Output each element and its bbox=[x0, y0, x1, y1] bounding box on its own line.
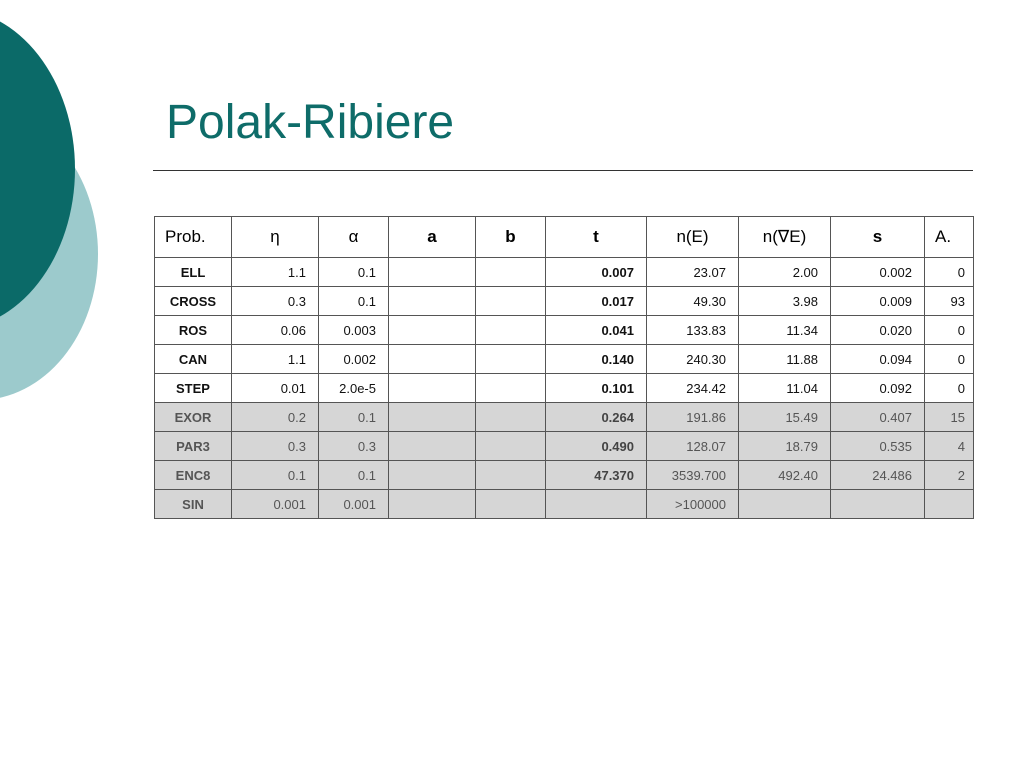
cell-t: 47.370 bbox=[546, 461, 647, 490]
cell-t: 0.490 bbox=[546, 432, 647, 461]
cell-t: 0.140 bbox=[546, 345, 647, 374]
cell-a bbox=[389, 432, 476, 461]
cell-n-grad-e: 492.40 bbox=[739, 461, 831, 490]
cell-s: 0.535 bbox=[831, 432, 925, 461]
cell-a-cap bbox=[925, 490, 974, 519]
cell-prob: ELL bbox=[155, 258, 232, 287]
cell-n-e: 240.30 bbox=[647, 345, 739, 374]
cell-prob: PAR3 bbox=[155, 432, 232, 461]
cell-a bbox=[389, 374, 476, 403]
header-n-grad-e: n(∇E) bbox=[739, 217, 831, 258]
cell-a-cap: 4 bbox=[925, 432, 974, 461]
cell-n-grad-e bbox=[739, 490, 831, 519]
cell-alpha: 0.3 bbox=[319, 432, 389, 461]
header-b: b bbox=[476, 217, 546, 258]
cell-a bbox=[389, 403, 476, 432]
cell-a bbox=[389, 287, 476, 316]
cell-alpha: 0.001 bbox=[319, 490, 389, 519]
cell-t bbox=[546, 490, 647, 519]
cell-alpha: 0.1 bbox=[319, 461, 389, 490]
cell-alpha: 0.1 bbox=[319, 403, 389, 432]
cell-t: 0.101 bbox=[546, 374, 647, 403]
cell-n-e: 3539.700 bbox=[647, 461, 739, 490]
header-s: s bbox=[831, 217, 925, 258]
cell-a-cap: 15 bbox=[925, 403, 974, 432]
cell-b bbox=[476, 490, 546, 519]
cell-eta: 0.2 bbox=[232, 403, 319, 432]
cell-prob: ENC8 bbox=[155, 461, 232, 490]
cell-s: 0.002 bbox=[831, 258, 925, 287]
table-row bbox=[155, 345, 974, 374]
cell-a bbox=[389, 258, 476, 287]
cell-s: 24.486 bbox=[831, 461, 925, 490]
table-row bbox=[155, 403, 974, 432]
cell-eta: 0.001 bbox=[232, 490, 319, 519]
table-row bbox=[155, 432, 974, 461]
cell-n-e: 133.83 bbox=[647, 316, 739, 345]
cell-a-cap: 0 bbox=[925, 345, 974, 374]
cell-eta: 0.01 bbox=[232, 374, 319, 403]
cell-alpha: 0.1 bbox=[319, 287, 389, 316]
cell-s: 0.009 bbox=[831, 287, 925, 316]
cell-b bbox=[476, 461, 546, 490]
cell-alpha: 0.003 bbox=[319, 316, 389, 345]
header-t: t bbox=[546, 217, 647, 258]
cell-a bbox=[389, 316, 476, 345]
table-row bbox=[155, 461, 974, 490]
table-row bbox=[155, 258, 974, 287]
cell-t: 0.007 bbox=[546, 258, 647, 287]
cell-n-e: 49.30 bbox=[647, 287, 739, 316]
header-a-cap: A. bbox=[925, 217, 974, 258]
cell-prob: CROSS bbox=[155, 287, 232, 316]
cell-n-grad-e: 11.88 bbox=[739, 345, 831, 374]
cell-n-grad-e: 15.49 bbox=[739, 403, 831, 432]
cell-a-cap: 2 bbox=[925, 461, 974, 490]
cell-s: 0.407 bbox=[831, 403, 925, 432]
cell-n-e: 234.42 bbox=[647, 374, 739, 403]
cell-prob: CAN bbox=[155, 345, 232, 374]
cell-b bbox=[476, 258, 546, 287]
cell-b bbox=[476, 403, 546, 432]
cell-a bbox=[389, 345, 476, 374]
cell-a bbox=[389, 490, 476, 519]
title-underline bbox=[153, 170, 973, 171]
cell-n-grad-e: 18.79 bbox=[739, 432, 831, 461]
cell-s: 0.092 bbox=[831, 374, 925, 403]
cell-alpha: 0.002 bbox=[319, 345, 389, 374]
cell-s: 0.020 bbox=[831, 316, 925, 345]
cell-a-cap: 0 bbox=[925, 316, 974, 345]
header-prob: Prob. bbox=[155, 217, 232, 258]
cell-n-grad-e: 2.00 bbox=[739, 258, 831, 287]
results-table bbox=[154, 216, 974, 519]
cell-t: 0.017 bbox=[546, 287, 647, 316]
cell-s bbox=[831, 490, 925, 519]
table-row bbox=[155, 374, 974, 403]
cell-s: 0.094 bbox=[831, 345, 925, 374]
cell-alpha: 0.1 bbox=[319, 258, 389, 287]
cell-prob: STEP bbox=[155, 374, 232, 403]
cell-a bbox=[389, 461, 476, 490]
cell-n-e: 23.07 bbox=[647, 258, 739, 287]
cell-eta: 0.3 bbox=[232, 432, 319, 461]
cell-eta: 0.06 bbox=[232, 316, 319, 345]
cell-n-grad-e: 3.98 bbox=[739, 287, 831, 316]
header-eta: η bbox=[232, 217, 319, 258]
cell-eta: 0.1 bbox=[232, 461, 319, 490]
table-row bbox=[155, 316, 974, 345]
cell-b bbox=[476, 432, 546, 461]
cell-n-e: 191.86 bbox=[647, 403, 739, 432]
cell-a-cap: 0 bbox=[925, 258, 974, 287]
cell-a-cap: 93 bbox=[925, 287, 974, 316]
cell-b bbox=[476, 287, 546, 316]
cell-prob: ROS bbox=[155, 316, 232, 345]
cell-n-grad-e: 11.34 bbox=[739, 316, 831, 345]
table-header-row bbox=[155, 217, 974, 258]
cell-eta: 0.3 bbox=[232, 287, 319, 316]
cell-alpha: 2.0e-5 bbox=[319, 374, 389, 403]
cell-prob: SIN bbox=[155, 490, 232, 519]
cell-t: 0.041 bbox=[546, 316, 647, 345]
cell-prob: EXOR bbox=[155, 403, 232, 432]
cell-b bbox=[476, 345, 546, 374]
header-a: a bbox=[389, 217, 476, 258]
table-row bbox=[155, 490, 974, 519]
cell-n-e: 128.07 bbox=[647, 432, 739, 461]
cell-n-e: >100000 bbox=[647, 490, 739, 519]
cell-t: 0.264 bbox=[546, 403, 647, 432]
header-alpha: α bbox=[319, 217, 389, 258]
table-row bbox=[155, 287, 974, 316]
cell-a-cap: 0 bbox=[925, 374, 974, 403]
cell-eta: 1.1 bbox=[232, 345, 319, 374]
cell-eta: 1.1 bbox=[232, 258, 319, 287]
header-n-e: n(E) bbox=[647, 217, 739, 258]
cell-b bbox=[476, 316, 546, 345]
slide-title: Polak-Ribiere bbox=[166, 96, 455, 149]
cell-n-grad-e: 11.04 bbox=[739, 374, 831, 403]
cell-b bbox=[476, 374, 546, 403]
